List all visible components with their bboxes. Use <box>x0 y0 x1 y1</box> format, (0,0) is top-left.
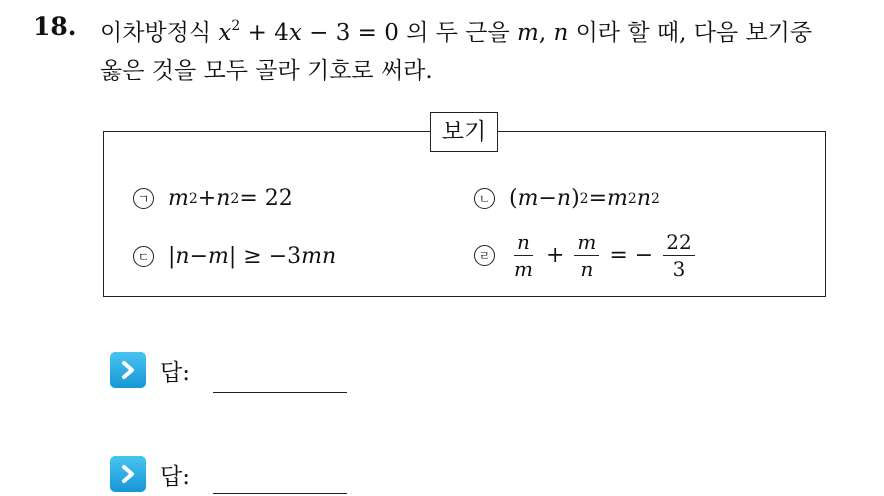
abs-bar: | <box>168 244 176 269</box>
fraction-numerator: 22 <box>663 229 694 256</box>
var-m: m <box>517 186 539 211</box>
choice-marker: ㄴ <box>474 188 495 209</box>
equation-rhs: = 22 <box>239 186 293 211</box>
chevron-right-icon <box>110 352 146 388</box>
var-x: x <box>288 20 302 46</box>
stem-text: 이라 할 때, 다음 보기중 <box>568 20 813 46</box>
var-n: n <box>175 244 190 269</box>
fraction-denominator: m <box>514 257 533 281</box>
var-n: n <box>216 186 231 211</box>
fraction-numerator: m <box>574 229 599 256</box>
answer-label: 답: <box>160 359 190 386</box>
choice-b: ㄴ ( m − n ) 2 = m 2 n 2 <box>474 186 660 211</box>
var-mn: mn <box>301 244 337 269</box>
stem-text: − 3 = 0 의 두 근을 <box>301 20 517 46</box>
var-m: m <box>168 186 189 211</box>
stem-text: + 4 <box>240 20 289 46</box>
paren: ( <box>509 186 518 211</box>
var-n: n <box>553 20 569 46</box>
operator: = − <box>609 243 654 268</box>
question-number: 18. <box>33 12 77 41</box>
stem-text: , <box>538 20 554 46</box>
var-n: n <box>556 186 572 211</box>
answer-blank-1[interactable] <box>213 392 347 393</box>
fraction-denominator: 3 <box>672 257 686 281</box>
operator: + <box>545 243 565 268</box>
stem-line-1 <box>100 14 870 52</box>
stem-text: 이차방정식 <box>100 20 219 46</box>
fraction-numerator: n <box>514 229 533 256</box>
exponent: 2 <box>231 18 241 34</box>
fraction-22-over-3 <box>663 229 694 282</box>
var-n: n <box>636 186 651 211</box>
fraction-n-over-m <box>511 229 536 282</box>
fraction-denominator: n <box>580 257 594 281</box>
choice-marker: ㄹ <box>474 245 495 266</box>
chevron-right-icon <box>110 456 146 492</box>
operator: + <box>197 186 217 211</box>
operator: − <box>189 244 209 269</box>
inequality: | ≥ −3 <box>228 244 302 269</box>
operator: − <box>538 186 557 211</box>
examples-box <box>103 131 826 297</box>
choice-c <box>133 244 336 269</box>
fraction-m-over-n <box>574 229 599 282</box>
question-stem <box>100 14 870 90</box>
paren: ) <box>571 186 580 211</box>
stem-line-2: 옳은 것을 모두 골라 기호로 써라. <box>100 58 433 84</box>
var-m: m <box>208 244 229 269</box>
var-m: m <box>517 20 539 46</box>
answer-row-1 <box>110 352 190 388</box>
choice-d <box>474 229 697 282</box>
answer-row-2 <box>110 456 190 492</box>
choice-a: ㄱ m 2 + n 2 = 22 <box>133 186 293 211</box>
answer-blank-2[interactable] <box>213 493 347 494</box>
examples-box-title: 보기 <box>430 112 498 152</box>
operator: = <box>588 186 608 211</box>
var-m: m <box>607 186 628 211</box>
answer-label: 답: <box>160 463 190 490</box>
choice-marker: ㄱ <box>133 188 154 209</box>
var-x: x <box>218 20 232 46</box>
choice-marker: ㄷ <box>133 246 154 267</box>
